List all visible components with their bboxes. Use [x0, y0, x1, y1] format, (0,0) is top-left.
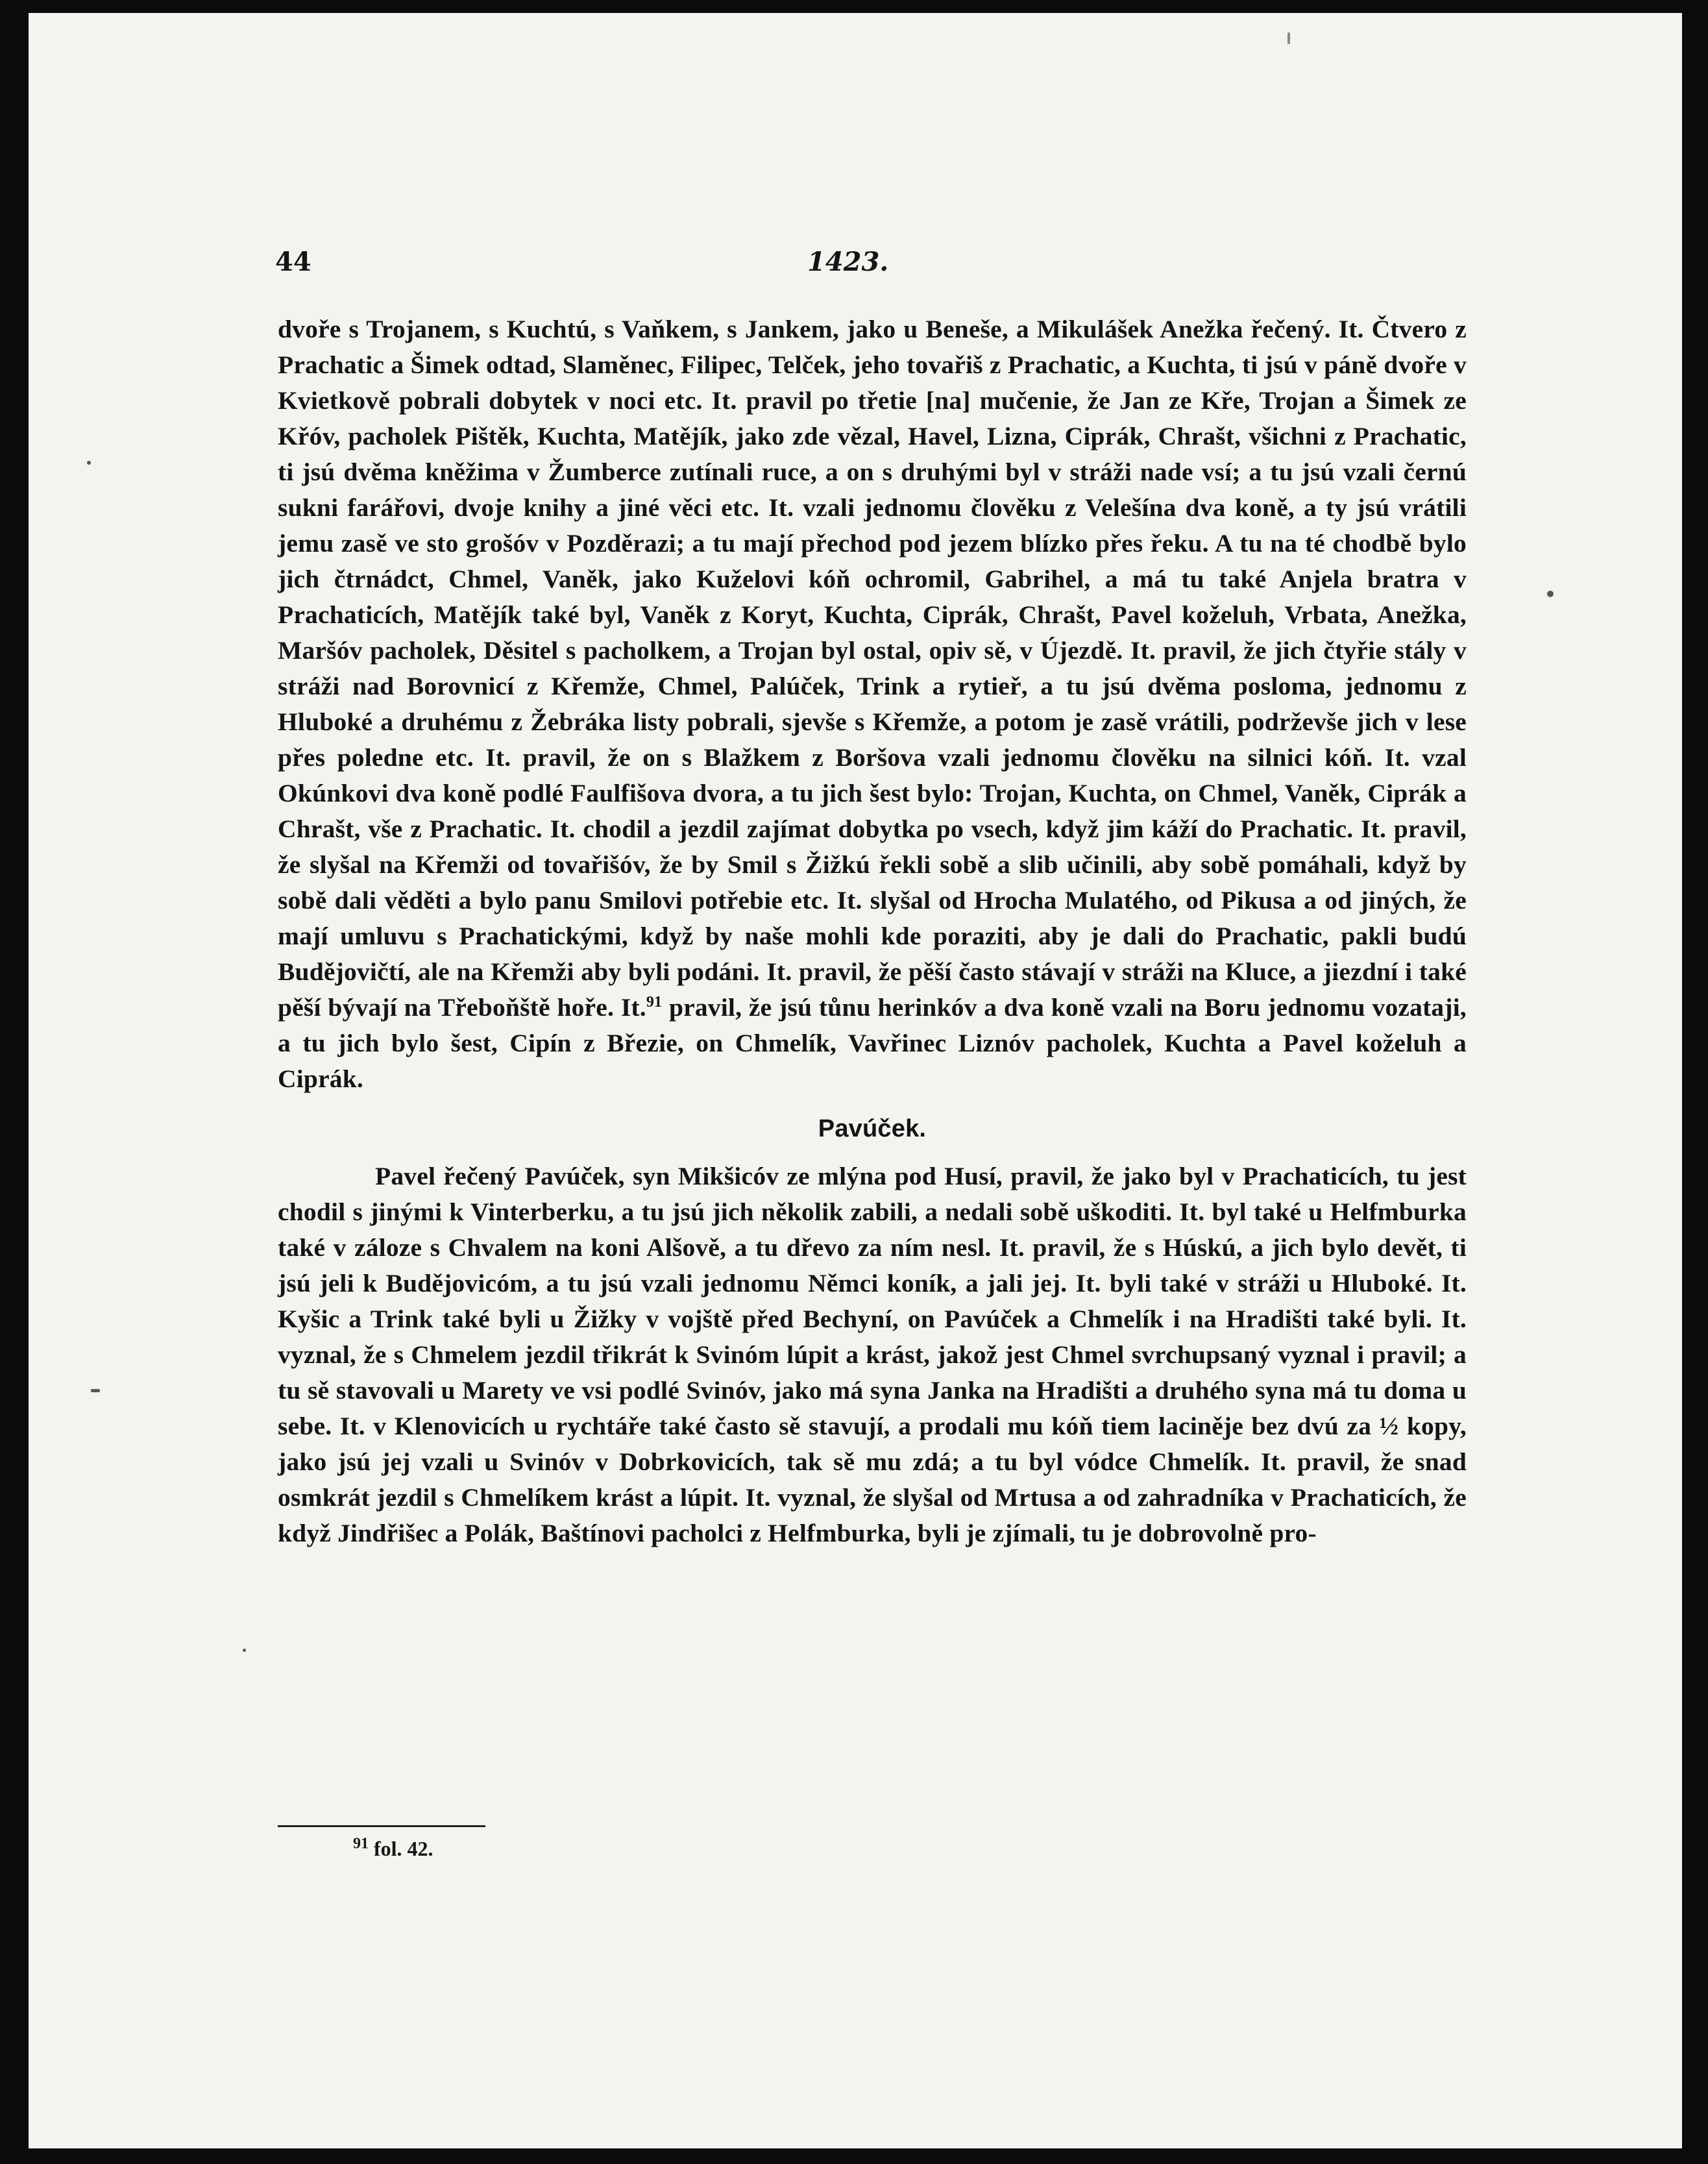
footnote-number: 91 — [353, 1835, 369, 1852]
footnote-reference: 91 — [646, 993, 663, 1011]
page-number: 44 — [275, 247, 311, 277]
footnote-text: fol. 42. — [369, 1837, 433, 1860]
scan-speck — [87, 461, 91, 465]
paragraph-1-end: pravil, že jsú tůnu herinkóv a dva koně vzali na Boru jednomu vozataji, a tu jich bylo šest, Cipín z Březie, on Chmelík, Vavřinec Liznóv pacholek, Kuchta a Pavel koželuh a Ciprák. — [278, 993, 1467, 1093]
paragraph-2-text-b: kopy, jako jsú jej vzali u Svinóv v Dobrkovicích, tak sě mu zdá; a tu byl vódce Chmelík. It. pravil, že snad osmkrát jezdil s Chmelíkem krást a lúpit. It. vyznal, že slyšal od Mrtusa a od zahradníka v Prachaticích, že když Jindřišec a Polák, Baštínovi pacholci z Helfmburka, byli je zjímali, tu je dobrovolně pro- — [278, 1412, 1467, 1547]
section-title: Pavúček. — [818, 1115, 927, 1142]
document-page — [29, 13, 1682, 2148]
running-header-year: 1423. — [807, 247, 889, 277]
scan-speck — [1547, 591, 1554, 597]
scan-speck — [91, 1389, 100, 1392]
body-text — [278, 312, 1467, 1551]
paragraph-1 — [278, 312, 1467, 1097]
footnote-divider — [278, 1825, 485, 1827]
fraction-half: ½ — [1379, 1412, 1399, 1440]
paragraph-2-text-a: Pavel řečený Pavúček, syn Mikšicóv ze mlýna pod Husí, pravil, že jako byl v Prachaticích, tu jest chodil s jinými k Vinterberku, a tu jsú jich několik zabili, a nedali sobě uškoditi. It. byl také u Helfmburka také v záloze s Chvalem na koni Alšově, a tu dřevo za ním nesl. It. pravil, že s Húskú, a jich bylo devět, ti jsú jeli k Budějovicóm, a tu jsú vzali jednomu Němci koník, a jali jej. It. byli také v stráži u Hluboké. It. Kyšic a Trink také byli u Žižky v vojště před Bechyní, on Pavúček a Chmelík i na Hradišti také byli. It. vyznal, že s Chmelem jezdil třikrát k Svinóm lúpit a krást, jakož jest Chmel svrchupsaný vyznal i pravil; a tu sě stavovali u Marety ve vsi podlé Svinóv, jako má syna Janka na Hradišti a druhého syna má tu doma u sebe. It. v Klenovicích u rychtáře také často sě stavují, a prodali mu kóň tiem laciněje bez dvú za — [278, 1162, 1467, 1440]
paragraph-1-text: dvoře s Trojanem, s Kuchtú, s Vaňkem, s Jankem, jako u Beneše, a Mikulášek Anežka řečený. It. Čtvero z Prachatic a Šimek odtad, Slaměnec, Filipec, Telček, jeho tovařiš z Prachatic, a Kuchta, ti jsú v páně dvoře v Kvietkově pobrali dobytek v noci etc. It. pravil po třetie [na] mučenie, že Jan ze Kře, Trojan a Šimek ze Křóv, pacholek Pištěk, Kuchta, Matějík, jako zde vězal, Havel, Lizna, Ciprák, Chrašt, všichni z Prachatic, ti jsú dvěma kněžima v Žumberce zutínali ruce, a on s druhými byl v stráži nade vsí; a tu jsú vzali černú sukni farářovi, dvoje knihy a jiné věci etc. It. vzali jednomu člověku z Velešína dva koně, a ty jsú vrátili jemu zasě ve sto grošóv v Pozděrazi; a tu mají přechod pod jezem blízko přes řeku. A tu na té chodbě bylo jich čtrnádct, Chmel, Vaněk, jako Kuželovi kóň ochromil, Gabrihel, a má tu také Anjela bratra v Prachaticích, Matějík také byl, Vaněk z Koryt, Kuchta, Ciprák, Chrašt, Pavel koželuh, Vrbata, Anežka, Maršóv pacholek, Děsitel s pacholkem, a Trojan byl ostal, opiv sě, v Újezdě. It. pravil, že jich čtyřie stály v stráži nad Borovnicí z Křemže, Chmel, Palúček, Trink a rytieř, a tu jsú dvěma posloma, jednomu z Hluboké a druhému z Žebráka listy pobrali, sjevše s Křemže, a potom je zasě vrátili, podrževše jich v lese přes poledne etc. It. pravil, že on s Blažkem z Boršova vzali jednomu člověku na silnici kóň. It. vzal Okúnkovi dva koně podlé Faulfišova dvora, a tu jich šest bylo: Trojan, Kuchta, on Chmel, Vaněk, Ciprák a Chrašt, vše z Prachatic. It. chodil a jezdil zajímat dobytka po vsech, když jim káží do Prachatic. It. pravil, že slyšal na Křemži od tovařišóv, že by Smil s Žižkú řekli sobě a slib učinili, aby sobě pomáhali, když by sobě dali věděti a bylo panu Smilovi potřebie etc. It. slyšal od Hrocha Mulatého, od Pikusa a od jiných, že mají umluvu s Prachatickými, když by naše mohli kde poraziti, aby je dali do Prachatic, pakli budú Budějovičtí, ale na Křemži aby byli podáni. It. pravil, že pěší často stávají v stráži na Kluce, a jiezdní i také pěší bývají na Třeboňště hoře. It. — [278, 315, 1467, 1022]
scan-speck — [1287, 32, 1290, 44]
scan-speck — [243, 1649, 246, 1652]
paragraph-2 — [278, 1159, 1467, 1551]
footnote — [353, 1837, 433, 1861]
page-header — [275, 247, 1469, 286]
